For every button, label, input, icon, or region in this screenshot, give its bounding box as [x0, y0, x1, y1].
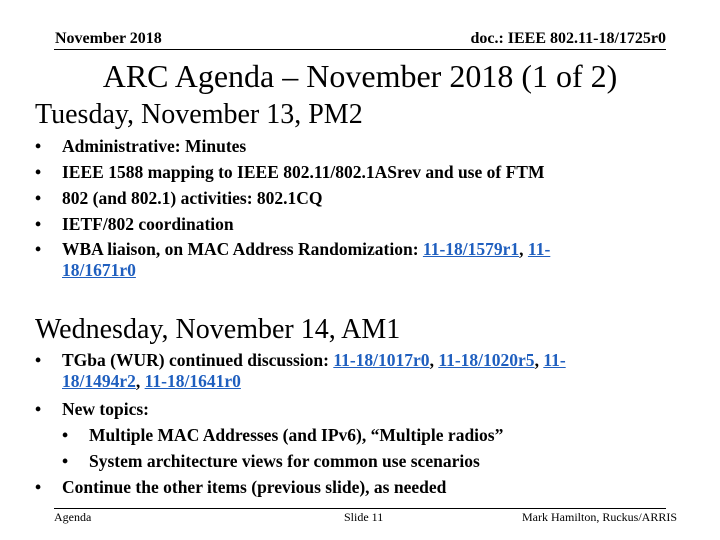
- link-11-18-1020r5[interactable]: 11-18/1020r5: [438, 350, 535, 370]
- sub-list-item: • System architecture views for common use scenarios: [62, 451, 480, 471]
- list-item: • 802 (and 802.1) activities: 802.1CQ: [35, 188, 323, 208]
- list-item: • IEEE 1588 mapping to IEEE 802.11/802.1ASrev and use of FTM: [35, 162, 545, 182]
- list-item: • Administrative: Minutes: [35, 136, 247, 156]
- new-topics-sublist: [62, 422, 655, 474]
- list-item-wba-liaison: • WBA liaison, on MAC Address Randomization: 11-18/1579r1, 11- 18/1671r0: [35, 239, 551, 280]
- header-date: November 2018: [55, 30, 162, 47]
- header-rule: [54, 49, 666, 50]
- list-item-tgba: • TGba (WUR) continued discussion: 11-18/1017r0, 11-18/1020r5, 11- 18/1494r2, 11-18/1641r0: [35, 350, 566, 391]
- list-item-new-topics: • New topics: • Multiple MAC Addresses (and IPv6), “Multiple radios” • System architecture views for common use scenarios: [35, 396, 655, 474]
- footer-author: Mark Hamilton, Ruckus/ARRIS: [522, 510, 677, 524]
- list-item-continue: • Continue the other items (previous slide), as needed: [35, 477, 447, 497]
- link-11-18-1017r0[interactable]: 11-18/1017r0: [333, 350, 430, 370]
- link-11-18-1641r0[interactable]: 11-18/1641r0: [144, 371, 241, 391]
- header-doc-id: doc.: IEEE 802.11-18/1725r0: [470, 30, 666, 47]
- link-11-18-1671r0-part2[interactable]: 18/1671r0: [62, 260, 136, 280]
- link-11-18-1671r0-part1[interactable]: 11-: [527, 239, 551, 259]
- footer-left: Agenda: [54, 510, 92, 524]
- footer-rule: [54, 508, 666, 509]
- list-item: • IETF/802 coordination: [35, 214, 234, 234]
- section-tuesday-heading: Tuesday, November 13, PM2: [35, 99, 363, 130]
- wednesday-list: [35, 350, 655, 500]
- link-11-18-1494r2-part1[interactable]: 11-: [543, 350, 566, 370]
- section-wednesday-heading: Wednesday, November 14, AM1: [35, 314, 401, 345]
- slide-title: ARC Agenda – November 2018 (1 of 2): [102, 58, 618, 94]
- link-11-18-1494r2-part2[interactable]: 18/1494r2: [62, 371, 136, 391]
- tuesday-list: [35, 133, 635, 281]
- sub-list-item: • Multiple MAC Addresses (and IPv6), “Multiple radios”: [62, 425, 504, 445]
- footer-slide-number: Slide 11: [344, 510, 384, 524]
- link-11-18-1579r1[interactable]: 11-18/1579r1: [422, 239, 520, 259]
